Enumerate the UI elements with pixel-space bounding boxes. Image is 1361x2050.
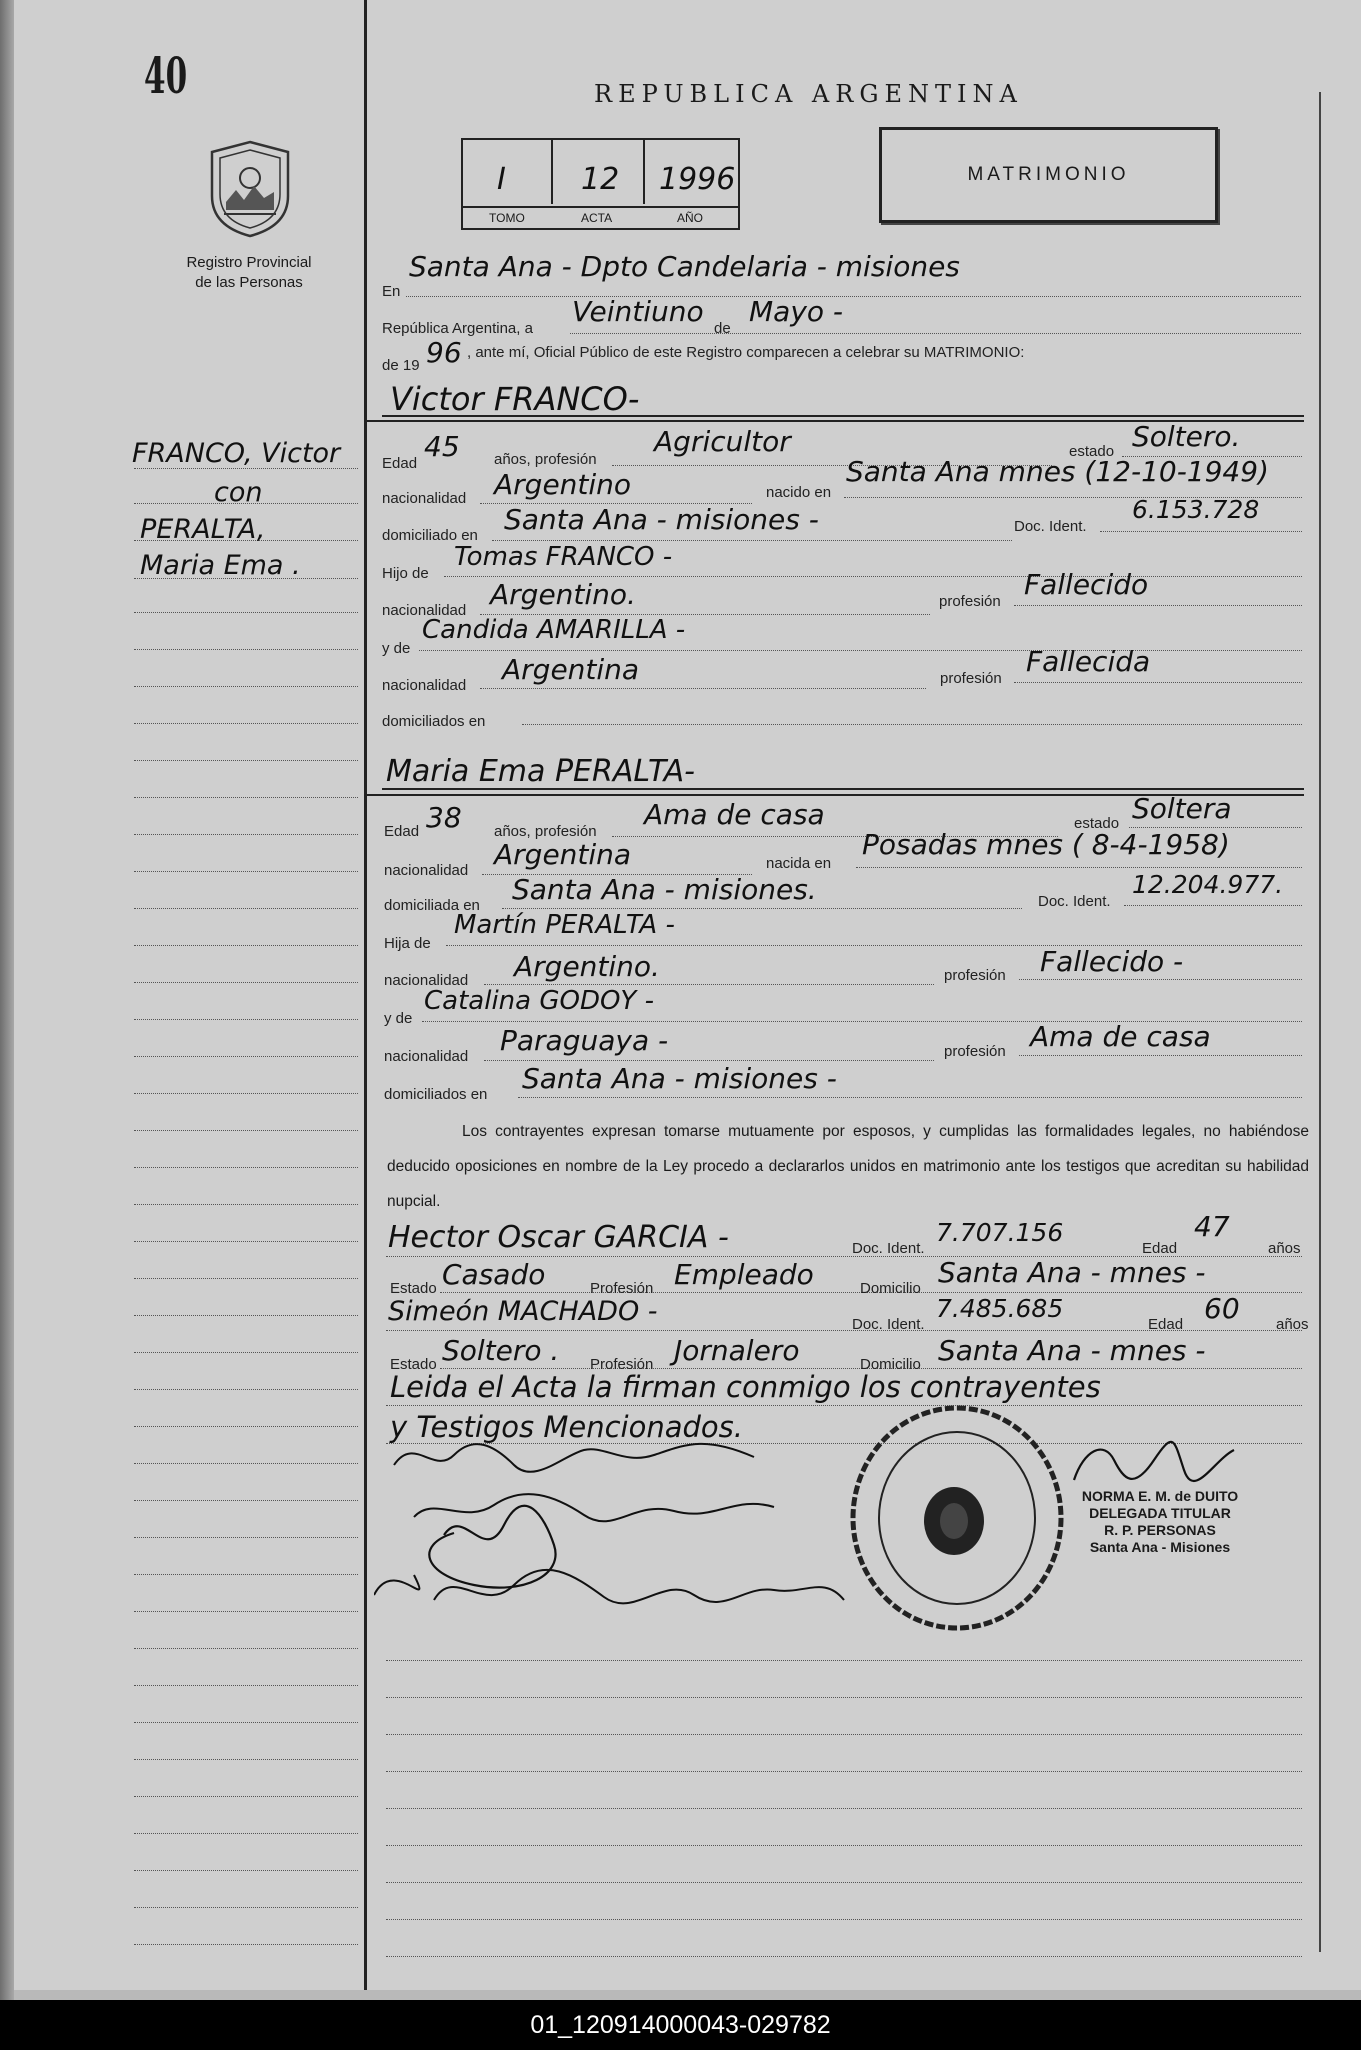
witness2-profession: Jornalero (674, 1334, 800, 1367)
bride-document: 12.204.977. (1132, 870, 1284, 899)
ruled-line (386, 1919, 1302, 1920)
witness2-age: 60 (1204, 1292, 1240, 1325)
register-page: 40 Registro Provincial de las Personas FRANCO, Victor con PERALTA, Maria Ema . REPUBLICA ARGENTINA I 12 1996 TOMO ACTA AÑO MATRIMONIO En Santa Ana - Dpto Candelaria - misiones República Argentina, a Veintiuno de Mayo - de 19 96 , ante mí, Oficial Público de este Registro comparecen a celebrar su MATRIMONIO: Victor FRANCO- Edad 45 años, profesión Agricultor estado Soltero. nacionalidad Argentino nacido en Santa Ana mnes (12-10-1949) domiciliado en Santa Ana - misiones - Doc. Ident. 6.153.728 Hijo de Tomas FRANCO - nacionalidad Argentino. profesión Fallecido y de Candida AMARILLA - nacionalidad Argentina profesión Fallecida domiciliados en Maria Ema PERALTA- Edad 38 años, profesión Ama de casa estado Soltera nacionalidad Argentina nacida en Posadas mnes ( 8-4-1958) domiciliada en Santa Ana - misiones. Doc. Ident. 12.204.977. Hija de Martín PERALTA - nacionalidad Argentino. profesión Fallecido - y de Catalina GODOY - nacionalidad Paraguaya - profesión Ama de casa domiciliados en Santa Ana - misiones - Los contrayentes expresan tomarse mutuamente por esposos, y cumplidas las formalidades legales, no habiéndose deducido oposiciones en nombre de la Ley procedo a declararlos unidos en matrimonio ante los testigos que acreditan su habilidad nupcial. Hector Oscar GARCIA - Doc. Ident. 7.707.156 Edad 47 años Estado Casado Profesión Empleado Domicilio Santa Ana - mnes - Simeón MACHADO - Doc. Ident. 7.485.685 Edad 60 años Estado Soltero . Profesión Jornalero Domicilio Santa Ana - mnes - Leida el Acta la firman conmigo los contrayentes y Testigos Mencionados. NORMA E. M. de DUITO DELEGADA TITULAR R. P. PERSONAS Santa Ana - Misiones (14, 0, 1361, 1990)
margin-divider (364, 0, 367, 1990)
official-stamp (842, 1403, 1072, 1633)
groom-profession: Agricultor (654, 425, 791, 458)
margin-ruled-line (134, 1685, 358, 1686)
ruled-line (386, 1956, 1302, 1957)
margin-ruled-line (134, 1093, 358, 1094)
bride-mother-profession: Ama de casa (1030, 1020, 1211, 1053)
ruled-line (386, 1771, 1302, 1772)
margin-ruled-line (134, 1759, 358, 1760)
margin-ruled-line (134, 1278, 358, 1279)
margin-ruled-line (134, 1500, 358, 1501)
margin-ruled-line (134, 1130, 358, 1131)
ruled-line (386, 1845, 1302, 1846)
page-number: 40 (144, 46, 188, 105)
anio-value: 1996 (659, 162, 736, 197)
image-id-footer: 01_120914000043-029782 (0, 2000, 1361, 2050)
margin-ruled-line (134, 945, 358, 946)
bride-marital-status: Soltera (1132, 792, 1232, 825)
tomo-value: I (497, 162, 506, 197)
margin-ruled-line (134, 1056, 358, 1057)
margin-ruled-line (134, 1611, 358, 1612)
declaration-text: Los contrayentes expresan tomarse mutuamente por esposos, y cumplidas las formalidades legales, no habiéndose deducido oposiciones en nombre de la Ley procedo a declararlos unidos en matrimonio ante los testigos que acreditan su habilidad nupcial. (387, 1123, 1309, 1210)
margin-ruled-line (134, 1241, 358, 1242)
bride-profession: Ama de casa (644, 798, 825, 831)
groom-name: Victor FRANCO- (390, 380, 640, 418)
margin-ruled-line (134, 982, 358, 983)
margin-ruled-line (134, 834, 358, 835)
margin-ruled-line (134, 1352, 358, 1353)
ceremony-day: Veintiuno (572, 295, 704, 328)
ruled-line (386, 1808, 1302, 1809)
bride-address: Santa Ana - misiones. (512, 873, 817, 906)
margin-ruled-line (134, 797, 358, 798)
act-type: MATRIMONIO (967, 164, 1130, 185)
margin-ruled-line (134, 1648, 358, 1649)
act-type-box (879, 127, 1218, 223)
tomo-label: TOMO (489, 211, 525, 225)
margin-ruled-line (134, 1907, 358, 1908)
ceremony-place: Santa Ana - Dpto Candelaria - misiones (409, 250, 960, 283)
ruled-line (386, 1697, 1302, 1698)
ruled-line (386, 1734, 1302, 1735)
groom-marital-status: Soltero. (1132, 420, 1241, 453)
acta-value: 12 (581, 162, 620, 197)
margin-note-line: PERALTA, (140, 514, 266, 545)
right-rule (1319, 92, 1321, 1952)
margin-note-line: con (214, 477, 263, 508)
margin-ruled-line (134, 1944, 358, 1945)
bride-father-profession: Fallecido - (1040, 945, 1184, 978)
bride-birthplace-date: Posadas mnes ( 8-4-1958) (862, 828, 1230, 861)
groom-mother-profession: Fallecida (1026, 645, 1151, 678)
witness2-document: 7.485.685 (936, 1294, 1064, 1323)
book-edge (0, 0, 14, 2000)
bride-name: Maria Ema PERALTA- (386, 754, 695, 789)
margin-ruled-line (134, 1796, 358, 1797)
act-reference-table (461, 138, 740, 230)
groom-mother-nationality: Argentina (502, 653, 640, 686)
margin-ruled-line (134, 1870, 358, 1871)
registry-label: Registro Provincial de las Personas (186, 254, 312, 291)
groom-father-profession: Fallecido (1024, 568, 1149, 601)
witness1-marital-status: Casado (442, 1258, 546, 1291)
bride-father: Martín PERALTA - (454, 910, 675, 940)
ceremony-year: 96 (426, 336, 462, 369)
margin-ruled-line (134, 1537, 358, 1538)
margin-ruled-line (134, 1315, 358, 1316)
groom-father-nationality: Argentino. (490, 578, 636, 611)
country-heading: REPUBLICA ARGENTINA (594, 80, 1023, 108)
bride-age: 38 (426, 801, 462, 834)
witness1-document: 7.707.156 (936, 1218, 1064, 1247)
ruled-line (386, 1882, 1302, 1883)
margin-note-line: FRANCO, Victor (132, 438, 341, 469)
margin-ruled-line (134, 908, 358, 909)
witness1-age: 47 (1194, 1210, 1230, 1243)
witness1-address: Santa Ana - mnes - (938, 1256, 1206, 1289)
groom-document: 6.153.728 (1132, 495, 1260, 524)
bride-parents-address: Santa Ana - misiones - (522, 1062, 837, 1095)
groom-mother: Candida AMARILLA - (422, 615, 686, 645)
margin-ruled-line (134, 1167, 358, 1168)
witness1-name: Hector Oscar GARCIA - (388, 1220, 729, 1255)
margin-ruled-line (134, 1019, 358, 1020)
ceremony-month: Mayo - (749, 295, 844, 328)
bride-nationality: Argentina (494, 838, 632, 871)
margin-ruled-line (134, 612, 358, 613)
margin-ruled-line (134, 649, 358, 650)
margin-ruled-line (134, 1389, 358, 1390)
groom-birthplace-date: Santa Ana mnes (12-10-1949) (846, 455, 1269, 488)
witness2-address: Santa Ana - mnes - (938, 1334, 1206, 1367)
margin-ruled-line (134, 1463, 358, 1464)
margin-ruled-line (134, 1426, 358, 1427)
anio-label: AÑO (677, 211, 704, 225)
bride-mother-nationality: Paraguaya - (500, 1024, 669, 1057)
margin-ruled-line (134, 1833, 358, 1834)
margin-ruled-line (134, 1722, 358, 1723)
closing-line-2: y Testigos Mencionados. (390, 1410, 743, 1444)
margin-ruled-line (134, 871, 358, 872)
closing-line-1: Leida el Acta la firman conmigo los contrayentes (390, 1370, 1101, 1404)
groom-father: Tomas FRANCO - (454, 542, 673, 572)
margin-ruled-line (134, 1574, 358, 1575)
margin-note-line: Maria Ema . (140, 550, 301, 581)
groom-nationality: Argentino (494, 468, 632, 501)
margin-ruled-line (134, 760, 358, 761)
witness1-profession: Empleado (674, 1258, 814, 1291)
signatures-image (374, 1425, 914, 1645)
provincial-seal-icon (204, 138, 296, 240)
witness2-marital-status: Soltero . (442, 1334, 560, 1367)
margin-ruled-line (134, 1204, 358, 1205)
margin-ruled-line (134, 686, 358, 687)
left-margin (14, 0, 351, 1990)
witness2-name: Simeón MACHADO - (388, 1296, 658, 1327)
groom-age: 45 (424, 430, 460, 463)
acta-label: ACTA (581, 211, 613, 225)
groom-address: Santa Ana - misiones - (504, 503, 819, 536)
bride-mother: Catalina GODOY - (424, 986, 654, 1016)
bride-father-nationality: Argentino. (514, 950, 660, 983)
ruled-line (386, 1660, 1302, 1661)
margin-ruled-line (134, 723, 358, 724)
official-stamp-text: NORMA E. M. de DUITO DELEGADA TITULAR R. P. PERSONAS Santa Ana - Misiones (1081, 1488, 1239, 1555)
